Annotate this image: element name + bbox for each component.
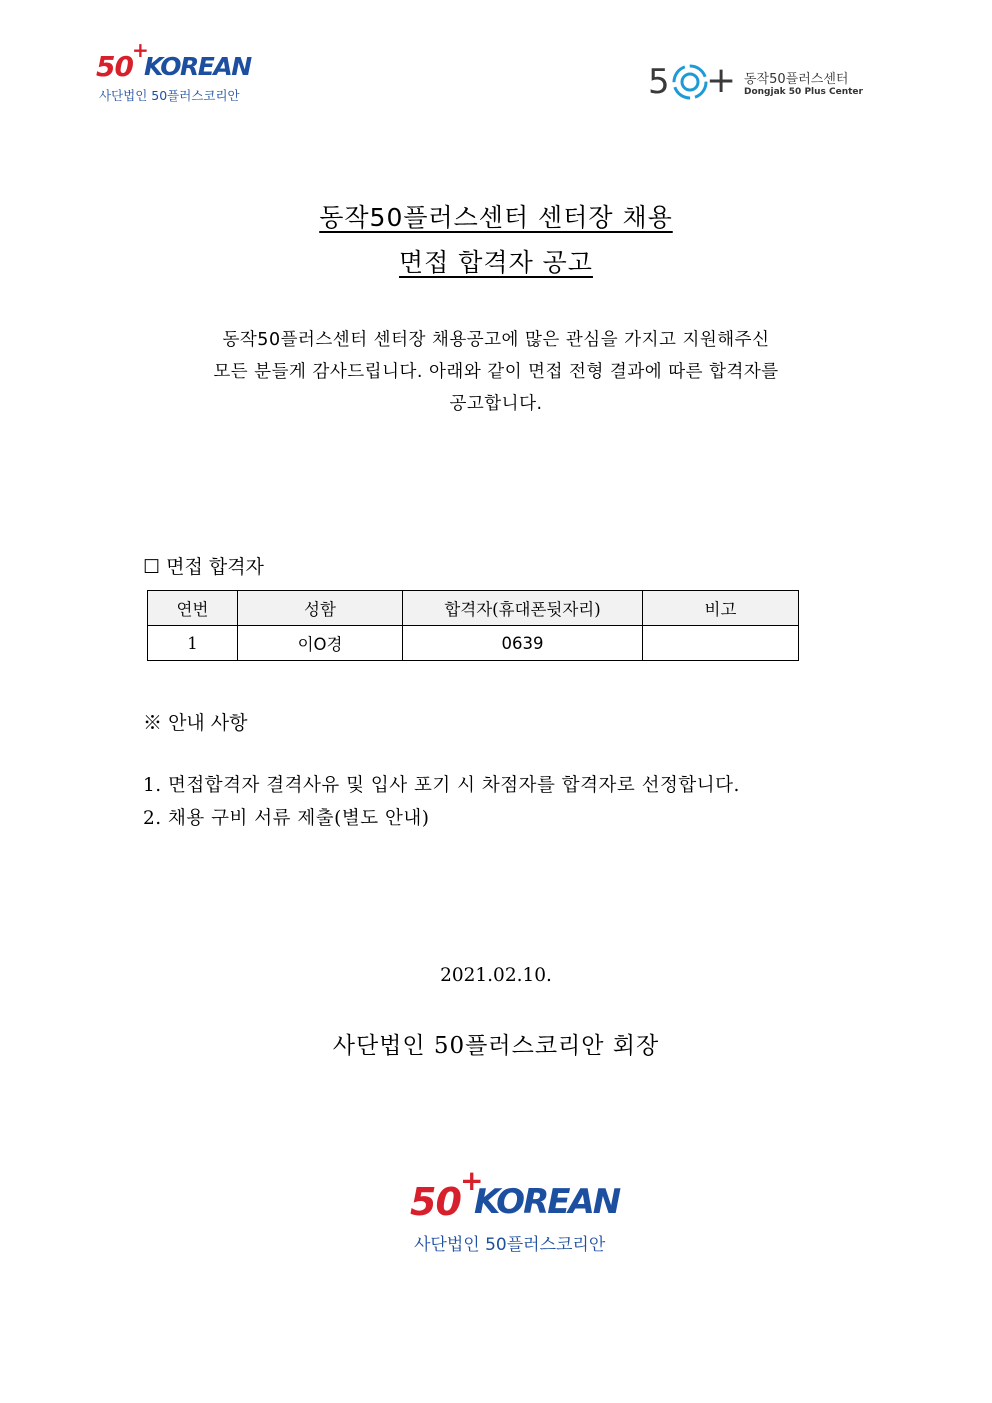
logo-number: 50 <box>410 1180 461 1224</box>
logo-word: KOREAN <box>474 1182 620 1222</box>
notice-list <box>143 769 740 835</box>
list-item: 2. 채용 구비 서류 제출(별도 안내) <box>143 808 430 829</box>
footer-logo-50plus-korean <box>410 1164 620 1262</box>
table-header-row <box>148 591 799 626</box>
column-header: 합격자(휴대폰뒷자리) <box>403 591 643 626</box>
column-header: 성함 <box>238 591 403 626</box>
logo-plus: + <box>706 60 737 101</box>
cell-name: 이O경 <box>238 626 403 661</box>
logo-number: 50 <box>96 50 133 83</box>
list-item: 1. 면접합격자 결격사유 및 입사 포기 시 차점자를 합격자로 선정합니다. <box>143 775 740 796</box>
logo-subtitle: 사단법인 50플러스코리안 <box>99 88 240 103</box>
intro-line: 모든 분들게 감사드립니다. 아래와 같이 면접 전형 결과에 따른 합격자를 <box>213 362 779 382</box>
logo-subtitle: 사단법인 50플러스코리안 <box>414 1235 606 1255</box>
section-label: 안내 사항 <box>168 712 248 734</box>
checkbox-icon: ☐ <box>143 556 161 578</box>
center-name-korean: 동작50플러스센터 <box>744 72 849 87</box>
logo-plus: + <box>460 1164 484 1197</box>
section-heading-notice <box>143 708 248 735</box>
intro-line: 동작50플러스센터 센터장 채용공고에 많은 관심을 가지고 지원해주신 <box>222 330 770 350</box>
logo-five: 5 <box>648 62 670 102</box>
column-header: 연번 <box>148 591 238 626</box>
cell-remarks <box>643 626 799 661</box>
header-logo-50plus-korean <box>96 38 256 106</box>
reference-mark-icon: ※ <box>143 712 163 734</box>
header-logo-dongjak-center <box>648 60 878 108</box>
page-title-line2: 면접 합격자 공고 <box>399 248 593 277</box>
intro-line: 공고합니다. <box>449 394 543 414</box>
page-title-line1: 동작50플러스센터 센터장 채용 <box>319 203 673 232</box>
section-heading-passers <box>143 552 264 579</box>
announcement-date: 2021.02.10. <box>440 965 552 986</box>
ring-icon <box>670 60 710 104</box>
logo-word: KOREAN <box>144 52 251 81</box>
section-label: 면접 합격자 <box>166 556 264 578</box>
logo-plus: + <box>132 38 149 62</box>
table-row <box>148 626 799 661</box>
intro-paragraph <box>0 324 992 420</box>
signature-line: 사단법인 50플러스코리안 회장 <box>332 1033 660 1059</box>
passers-table <box>147 590 799 661</box>
cell-phone-last-digits: 0639 <box>403 626 643 661</box>
cell-number: 1 <box>148 626 238 661</box>
center-name-english: Dongjak 50 Plus Center <box>744 87 863 97</box>
column-header: 비고 <box>643 591 799 626</box>
